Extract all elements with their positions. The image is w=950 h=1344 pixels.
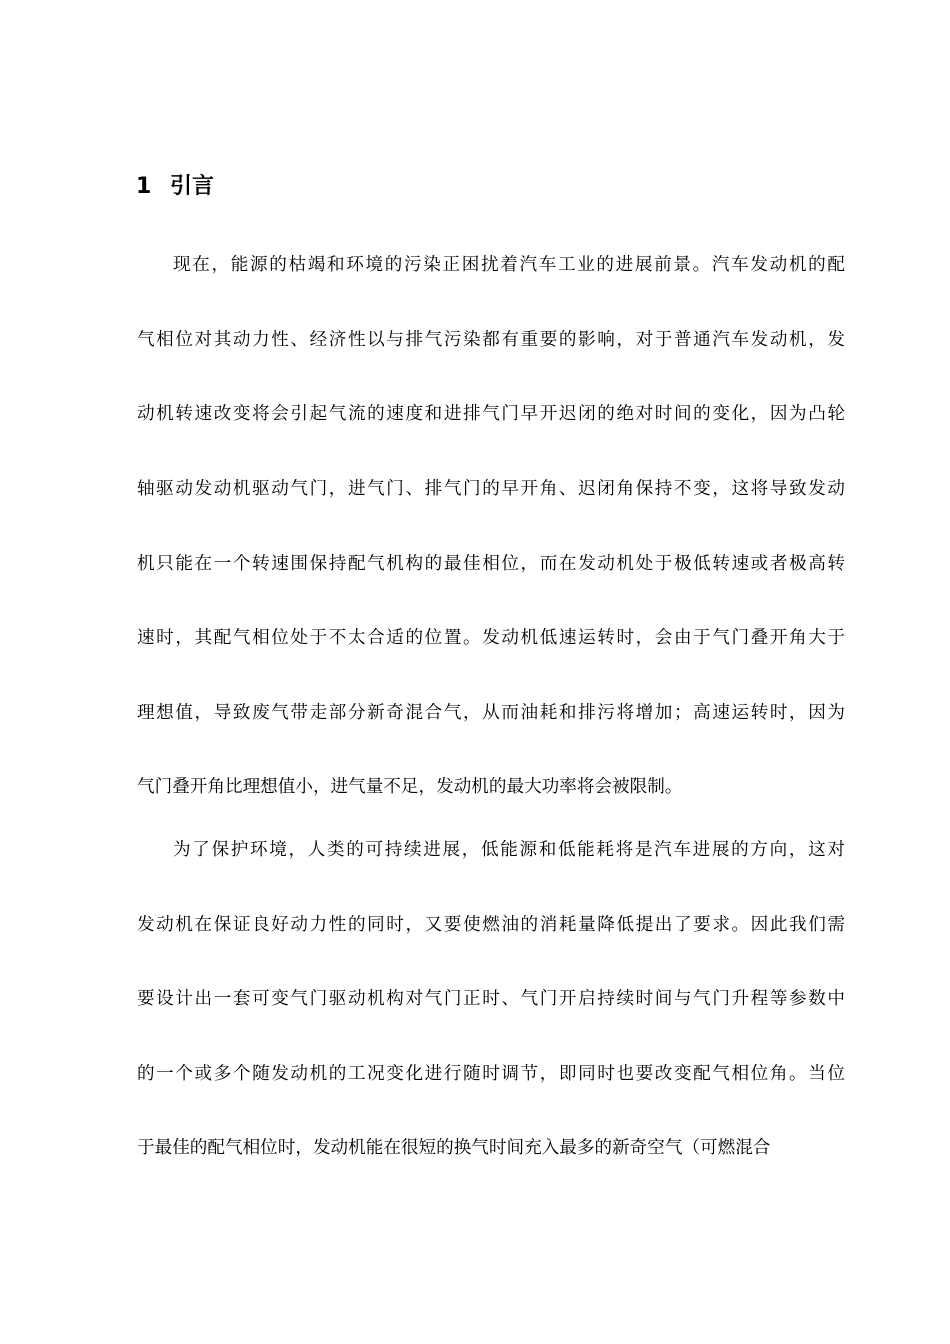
paragraph-2-line-1: 为了保护环境，人类的可持续进展，低能源和低能耗将是汽车进展的方向，这对 [173, 840, 845, 860]
paragraph-2-line-4: 的一个或多个随发动机的工况变化进行随时调节，即同时也要改变配气相位角。当位 [137, 1064, 845, 1084]
section-heading [136, 170, 214, 204]
paragraph-1-line-4: 轴驱动发动机驱动气门，进气门、排气门的早开角、迟闭角保持不变，这将导致发动 [137, 479, 845, 499]
section-number: 1 [136, 174, 152, 199]
paragraph-2-line-2: 发动机在保证良好动力性的同时，又要使燃油的消耗量降低提出了要求。因此我们需 [137, 915, 845, 935]
paragraph-1-line-1: 现在，能源的枯竭和环境的污染正困扰着汽车工业的进展前景。汽车发动机的配 [173, 255, 845, 275]
paragraph-2-line-3: 要设计出一套可变气门驱动机构对气门正时、气门开启持续时间与气门升程等参数中 [137, 989, 845, 1009]
paragraph-1-line-3: 动机转速改变将会引起气流的速度和进排气门早开迟闭的绝对时间的变化，因为凸轮 [137, 404, 845, 424]
paragraph-1-line-5: 机只能在一个转速围保持配气机构的最佳相位，而在发动机处于极低转速或者极高转 [137, 554, 845, 574]
paragraph-1-line-6: 速时，其配气相位处于不太合适的位置。发动机低速运转时，会由于气门叠开角大于 [137, 628, 845, 648]
paragraph-2-line-5: 于最佳的配气相位时，发动机能在很短的换气时间充入最多的新奇空气（可燃混合 [137, 1138, 771, 1158]
section-title: 引言 [170, 174, 215, 199]
paragraph-1-line-7: 理想值，导致废气带走部分新奇混合气，从而油耗和排污将增加；高速运转时，因为 [137, 703, 845, 723]
paragraph-1-line-2: 气相位对其动力性、经济性以与排气污染都有重要的影响，对于普通汽车发动机，发 [137, 330, 845, 350]
paragraph-1-line-8: 气门叠开角比理想值小，进气量不足，发动机的最大功率将会被限制。 [137, 777, 683, 797]
